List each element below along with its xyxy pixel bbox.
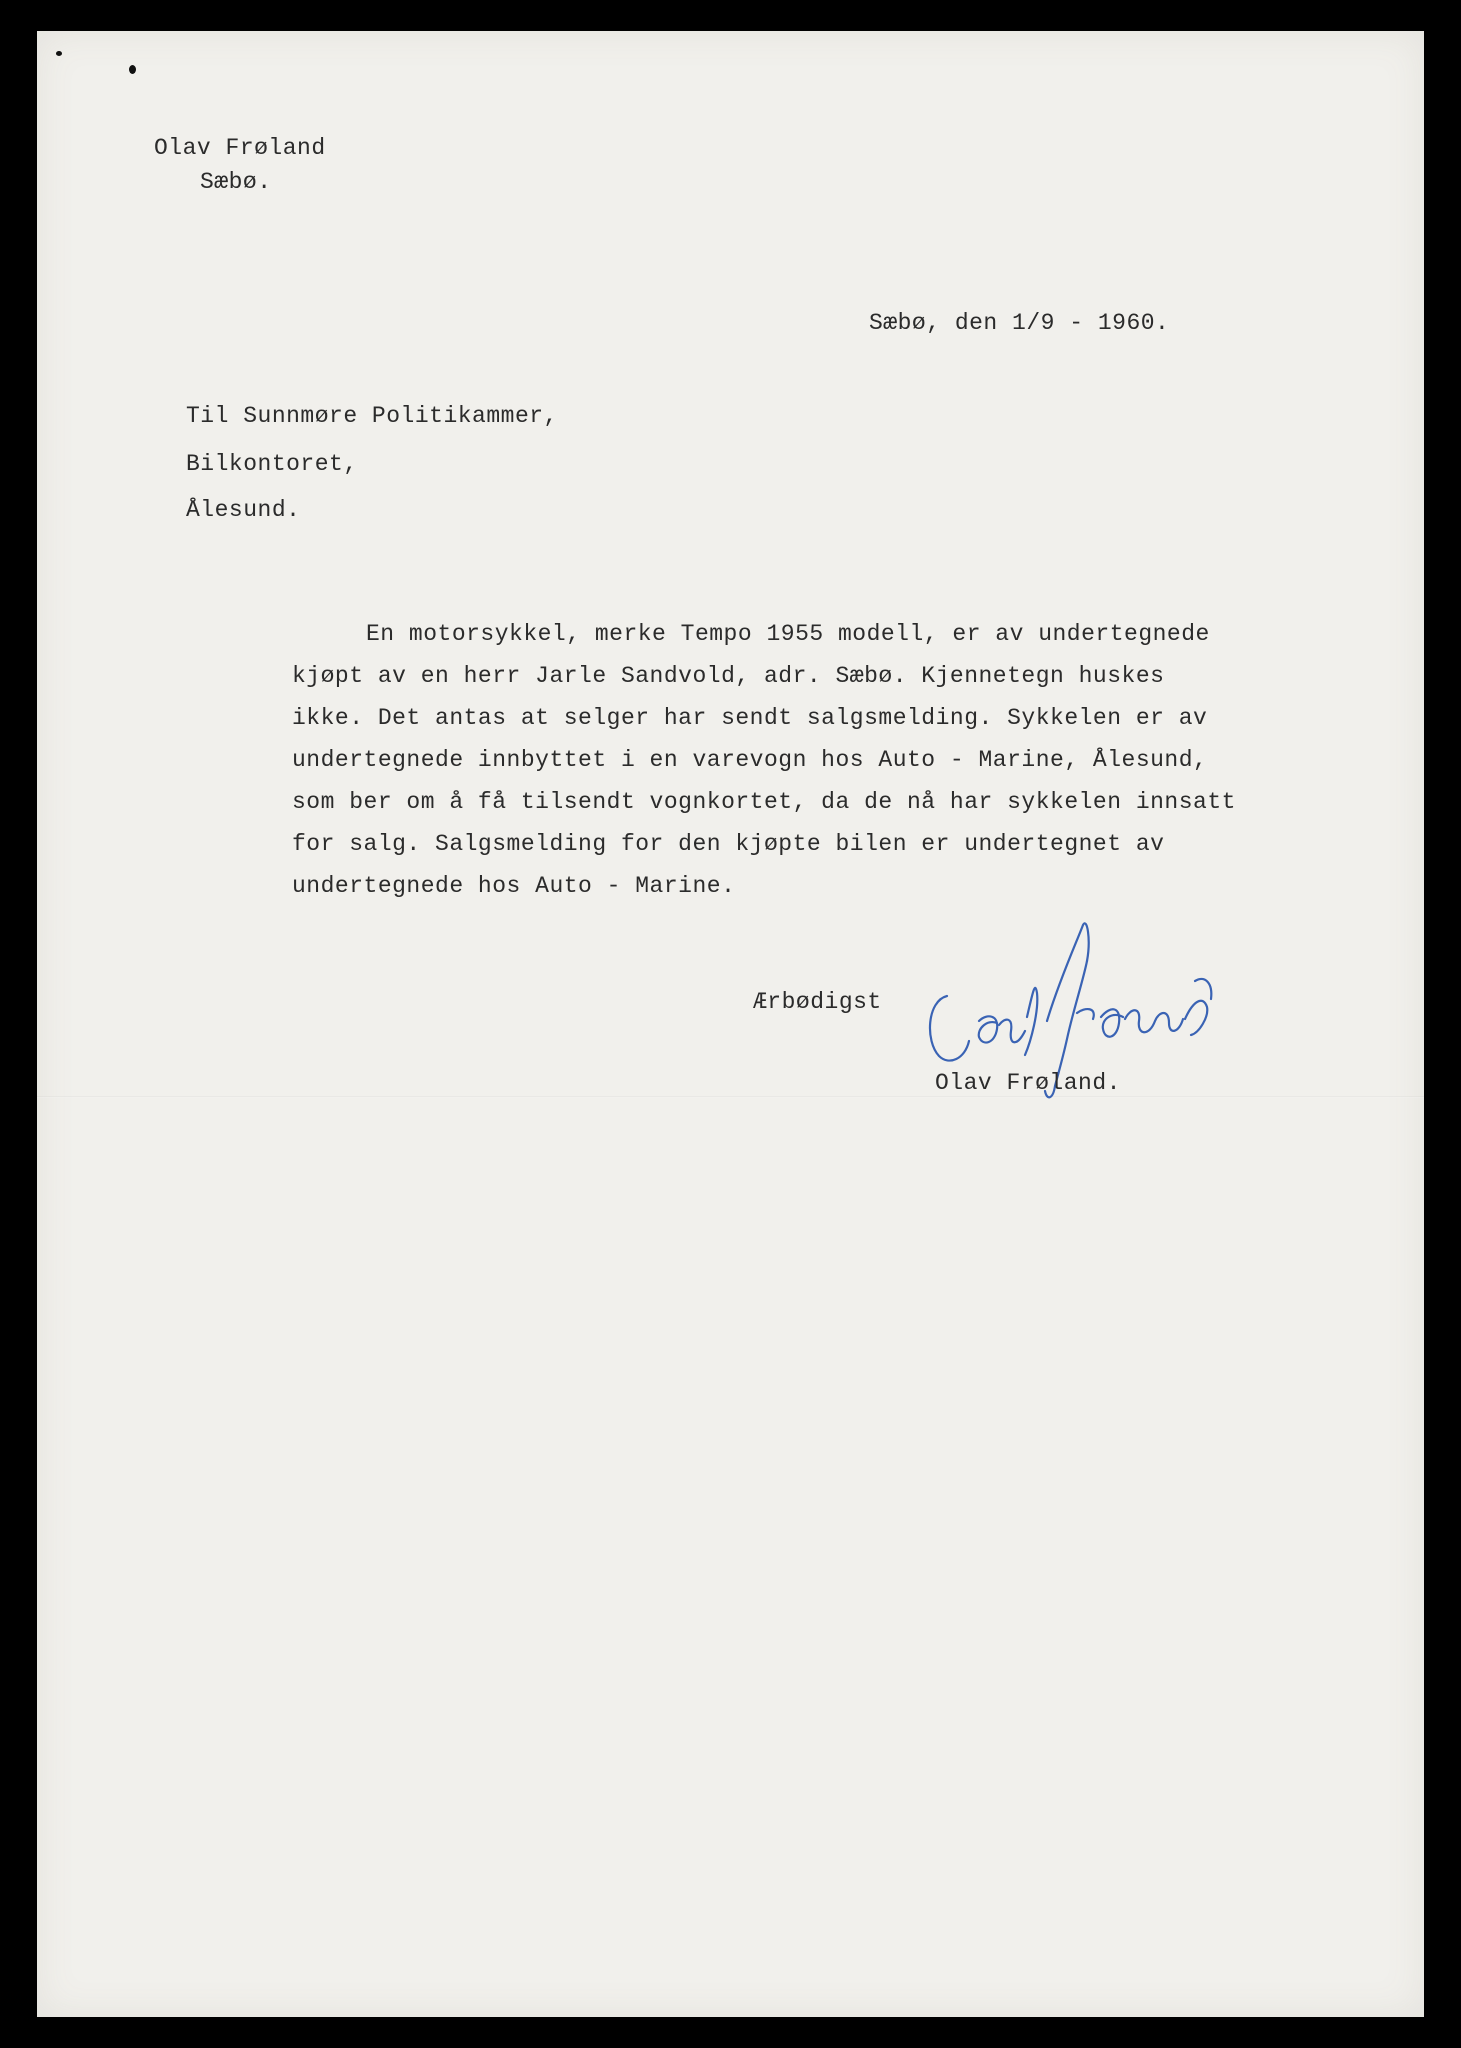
handwritten-signature <box>887 921 1307 1151</box>
punch-mark <box>129 65 136 74</box>
body-line: for salg. Salgsmelding for den kjøpte bilen er undertegnet av <box>292 831 1165 857</box>
body-line: ikke. Det antas at selger har sendt salgsmelding. Sykkelen er av <box>292 705 1208 731</box>
date-line: Sæbø, den 1/9 - 1960. <box>869 310 1170 336</box>
typed-signature: Olav Frøland. <box>935 1070 1121 1096</box>
body-line: En motorsykkel, merke Tempo 1955 modell, er av undertegnede <box>366 621 1210 647</box>
recipient-line-3: Ålesund. <box>186 497 301 523</box>
body-line: undertegnede hos Auto - Marine. <box>292 873 736 899</box>
punch-mark <box>56 51 62 56</box>
closing: Ærbødigst <box>753 989 882 1015</box>
body-line: undertegnede innbyttet i en varevogn hos Auto - Marine, Ålesund, <box>292 747 1208 773</box>
sender-name: Olav Frøland <box>154 135 326 161</box>
body-line: som ber om å få tilsendt vognkortet, da de nå har sykkelen innsatt <box>292 789 1236 815</box>
letter-page <box>37 31 1424 2017</box>
body-line: kjøpt av en herr Jarle Sandvold, adr. Sæbø. Kjennetegn huskes <box>292 663 1165 689</box>
sender-place: Sæbø. <box>200 169 272 195</box>
recipient-line-2: Bilkontoret, <box>186 451 358 477</box>
handwritten-signature-text: Olav Frøland <box>887 921 895 922</box>
recipient-line-1: Til Sunnmøre Politikammer, <box>186 403 558 429</box>
